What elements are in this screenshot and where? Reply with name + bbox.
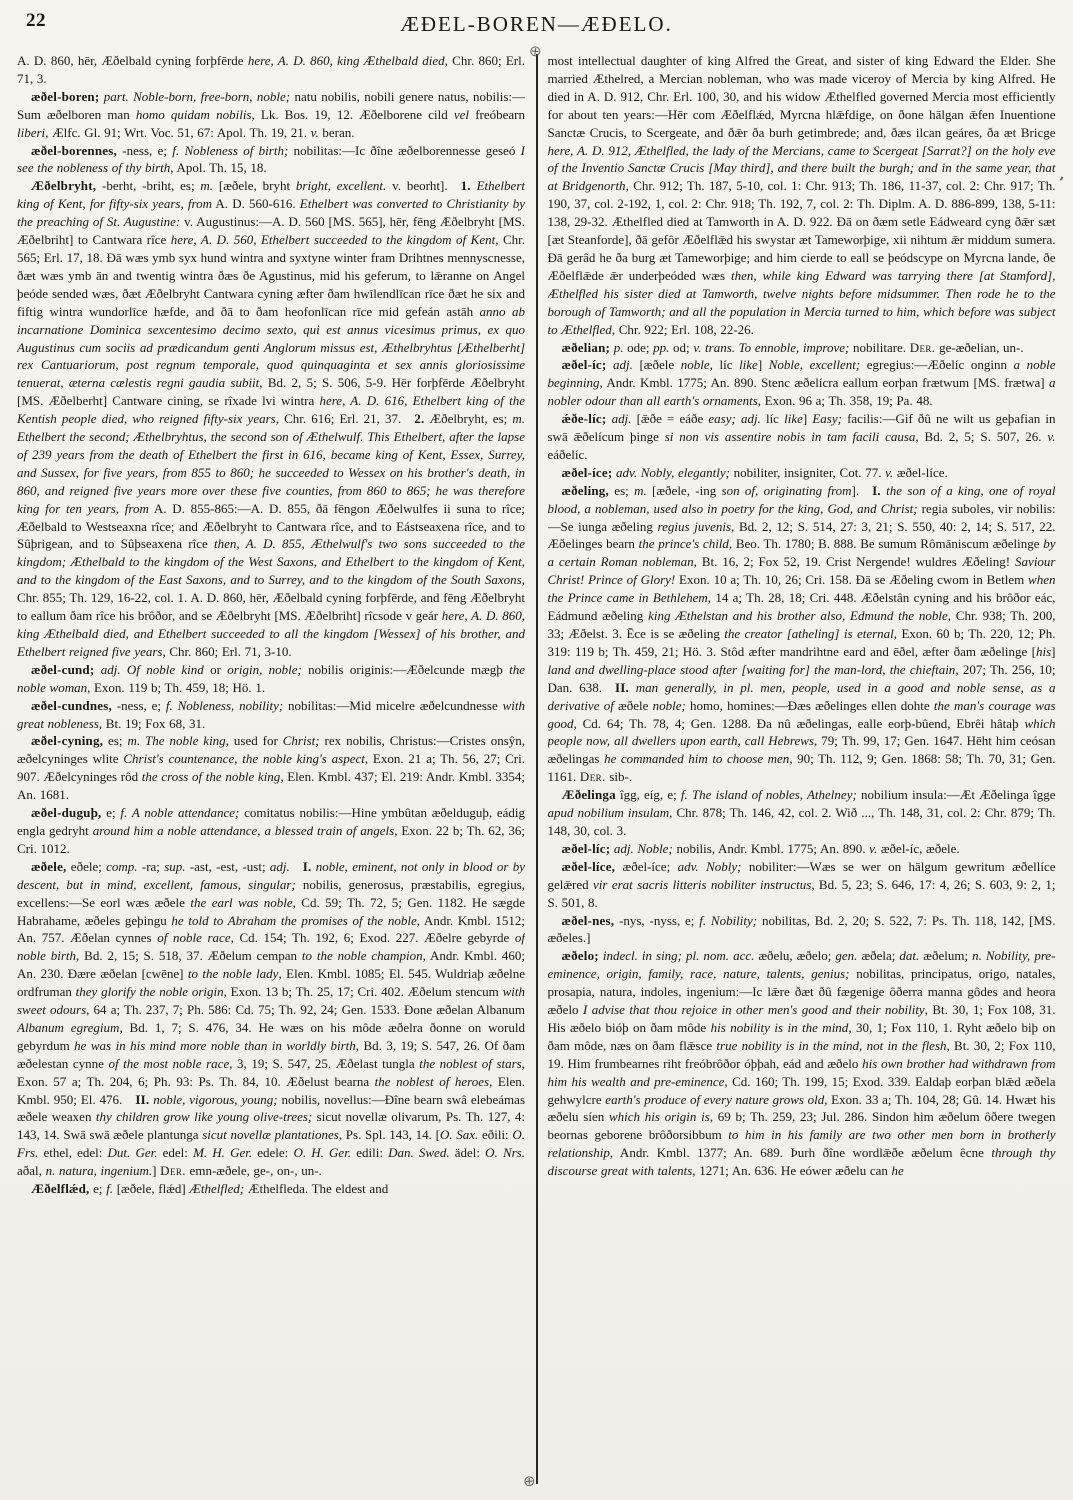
column-divider-rule xyxy=(536,54,538,1484)
dictionary-entry: Æðelbryht, -berht, -briht, es; m. [æðele, bryht bright, excellent. v. beorht]. 1. Ethelbert king of Kent, for fifty-six years, from A. D. 560-616. Ethelbert was converted to Christianity by the preaching of St. Augustine: v. Augustinus:—A. D. 560 [MS. 565], hēr, fēng Æðelbryht [MS. Æðelbriht] to Cantwara rîce here, A. D. 560, Ethelbert succeeded to the kingdom of Kent, Chr. 565; Erl. 17, 18. Ðā wæs ymb syx hund wintra and syxtyne winter fram Drihtnes mennyscnesse, ðæt wæs ymb ān and twentig wintra ðæs ðe Agustinus, mid his geferum, to lǣranne on Angel þeóde sended wæs, ðæt Æðelbryht Cantwara cyning æfter ðam hwīlendlīcan rīce ðæt he six and fiftig wintra wundorlīce hæfde, and ðā to ðam heofonlīcan rīce mid gefeán astāh anno ab incarnatione Dominica sexcentesimo decimo sexto, qui est annus vicesimus primus, ex quo Augustinus cum sociis ad prædicandum genti Anglorum missus est, Æthelbryhtus [Æthelberht] rex Cantuariorum, post regnum temporale, quod quinquaginta et sex annis gloriosissime tenuerat, æterna cælestis regni gaudia subiit, Bd. 2, 5; S. 506, 5-9. Hēr forþfērde Æðelbryht [MS. Æðelberht] Cantware cining, se rîxade lvi wintra here, A. D. 616, Ethelbert king of the Kentish people died, who reigned fifty-six years, Chr. 616; Erl. 21, 37. 2. Æðelbryht, es; m. Ethelbert the second; Æthelbryhtus, the second son of Æthelwulf. This Ethelbert, after the lapse of 239 years from the death of Ethelbert the first in 616, became king of Kent, Essex, Surrey, and Sussex, for five years, from 855 to 860; he succeeded to Wessex on his brother's death, in 860, and reigned five years more over these five counties, from 860 to 865; he was therefore king for ten years, from A. D. 855-865:—A. D. 855, ðā fēngon Æðelwulfes ii suna to rîce; Æðelbald to Westseaxna rîce; and Æðelbryht to Cantwara rîce, and to Eástseaxena rîce, and to Sûþrigean, and to Sûþseaxena rîce then, A. D. 855, Æthelwulf's two sons succeeded to the kingdom; Æthelbald to the kingdom of the West Saxons, and Ethelbert to the kingdom of Kent, and to the kingdom of the East Saxons, and to Surrey, and to the kingdom of the South Saxons, Chr. 855; Th. 129, 16-22, col. 1. A. D. 860, hēr, Æðelbald cyning forþfērde, and fēng Æðelbryht to eallum ðam rîce his brôðor, and se Æðelbryht [MS. Æðelbriht] rîcsode v geár here, A. D. 860, king Æthelbald died, and Ethelbert succeeded to all the kingdom [Wessex] of his brother, and Ethelbert reigned five years, Chr. 860; Erl. 71, 3-10. xyxy=(17,178,525,659)
dictionary-entry: Æðelinga îgg, eíg, e; f. The island of nobles, Athelney; nobilium insula:—Æt Æðelinga îgge apud nobilium insulam, Chr. 878; Th. 146, 42, col. 2. Wið ..., Th. 148, 31, col. 2: Chr. 879; Th. 148, 30, col. 3. xyxy=(547,787,1056,838)
dictionary-entry: æðelian; p. ode; pp. od; v. trans. To ennoble, improve; nobilitare. Der. ge-æðelian, un-. xyxy=(561,339,1024,355)
dictionary-entry: æðel-líc; adj. Noble; nobilis, Andr. Kmbl. 1775; An. 890. v. æðel-íc, æðele. xyxy=(561,840,960,856)
right-column xyxy=(548,52,1056,1488)
left-column xyxy=(17,52,525,1488)
dictionary-entry: æðel-líce, æðel-íce; adv. Nobly; nobiliter:—Wæs se wer on hālgum gewritum æðellíce gelǣred vir erat sacris litteris nobiliter instructus, Bd. 5, 23; S. 646, 17: 4, 26; S. 603, 9: 2, 1; S. 501, 8. xyxy=(547,858,1056,910)
dictionary-entry: most intellectual daughter of king Alfred the Great, and sister of king Edward the Elder. She married Æthelred, a Mercian nobleman, who was made viceroy of Mercia by king Alfred. He died in A. D. 912, Chr. Erl. 100, 30, and his widow Æthelfled governed Mercia most efficiently for about ten years:—Hēr com Æðelflǽd, Myrcna hlǣfdige, on ðone hālgan ǣfen Inuentione Sanctæ Crucis, to Scergeate, and ðǣr ða burh getimbrede; and, ðæs ilcan geáres, ða æt Bricge here, A. D. 912, Æthelfled, the lady of the Mercians, came to Scergeat [Sarrat?] on the holy eve of the Inventio Sanctæ Crucis [May third], and there built the burgh; and in the same year, that at Bridgenorth, Chr. 912; Th. 187, 5-10, col. 1: Chr. 913; Th. 186, 11-37, col. 2: Chr. 917; Th. 190, 37, col. 2-192, 1, col. 2: Chr. 918; Th. 192, 7, col. 2: Th. Diplm. A. D. 886-899, 138, 5-11: 138, 29-32. Æthelfled died at Tamworth in A. D. 922. Ðā on ðæm setle Eádweard cyng ðǣr sæt [æt Steanforde], ðā gefôr Æðelflǣd his swystar æt Tameworþige, xii nihtum ǣr middum sumera. Ðā gerâd he ða burg æt Tameworþige; and him cierde to eall se þeódscype on Myrcna lande, ðe Æðelflǣde ǣr underþeóded wæs then, while king Edward was tarrying there [at Stamford], Æthelfled his sister died at Tamworth, twelve nights before midsummer. Then rode he to the borough of Tamworth; and all the population in Mercia turned to him, which before was subject to Æthelfled, Chr. 922; Erl. 108, 22-26. xyxy=(547,53,1056,337)
pencil-mark-top-icon: ⊕ xyxy=(527,41,543,61)
dictionary-entry: æðel-íce; adv. Nobly, elegantly; nobiliter, insigniter, Cot. 77. v. æðel-líce. xyxy=(561,464,948,480)
dictionary-entry: æðel-borennes, -ness, e; f. Nobleness of birth; nobilitas:—Ic ðîne æðelborennesse geseó I see the nobleness of thy birth, Apol. Th. 15, 18. xyxy=(17,142,525,176)
dictionary-entry: ǽðe-líc; adj. [ǣðe = eáðe easy; adj. líc like] Easy; facilis:—Gif ðû ne wilt us geþafian in swā ǣðelícum þinge si non vis assentire nobis in tam facili causa, Bd. 2, 5; S. 507, 26. v. eáðelíc. xyxy=(547,411,1056,462)
dictionary-entry: æðel-duguþ, e; f. A noble attendance; comitatus nobilis:—Hine ymbûtan æðelduguþ, eádig engla gedryht around him a noble attendance, a blessed train of angels, Exon. 22 b; Th. 62, 36; Cri. 1012. xyxy=(17,805,525,856)
dictionary-entry: æðel-boren; part. Noble-born, free-born, noble; natu nobilis, nobili genere natus, nobilis:—Sum æðelboren man homo quidam nobilis, Lk. Bos. 19, 12. Æðelborene cild vel freóbearn liberi, Ælfc. Gl. 91; Wrt. Voc. 51, 67: Apol. Th. 19, 21. v. beran. xyxy=(17,88,525,140)
dictionary-entry: æðelo; indecl. in sing; pl. nom. acc. æðelu, æðelo; gen. æðela; dat. æðelum; n. Nobility, pre-eminence, origin, family, race, nature, talents, genius; nobilitas, principatus, origo, natales, prosapia, natura, indoles, ingenium:—Ic lǣre ðæt ðû fægenige ôðerra manna gôdes and heora æðelo I advise that thou rejoice in other men's good and their nobility, Bt. 30, 1; Fox 108, 31. His æðelo bióþ on ðam môde his nobility is in the mind, 30, 1; Fox 110, 1. Ryht æðelo biþ on ðam môde, næs on ðam flǣsce true nobility is in the mind, not in the flesh, Bt. 30, 2; Fox 110, 19. Him frumbearnes riht freóbrôðor óþþah, eád and æðelo his own brother had withdrawn from him his wealth and pre-eminence, Cd. 160; Th. 199, 15; Exod. 339. Ealdaþ eorþan blǣd æðela gehwylcre earth's produce of every nature grows old, Exon. 33 a; Th. 104, 28; Gû. 14. Hwæt his æðelu síen which his origin is, 69 b; Th. 259, 23; Jul. 286. Sindon him æðelum ôðere twegen beornas geborene brôðorsibbum to him in his family are two other men born in brotherly relationship, Andr. Kmbl. 1377; An. 689. Þurh ðîne wordlǣðe æðelum êcne through thy discourse great with talents, 1271; An. 636. He eówer æðelu can he xyxy=(547,948,1056,1179)
dictionary-entry: A. D. 860, hēr, Æðelbald cyning forþfērde here, A. D. 860, king Æthelbald died, Chr. 860; Erl. 71, 3. xyxy=(17,53,525,86)
dictionary-entry: æðel-cund; adj. Of noble kind or origin, noble; nobilis originis:—Æðelcunde mægþ the noble woman, Exon. 119 b; Th. 459, 18; Hö. 1. xyxy=(17,661,525,695)
dictionary-entry: æðeling, es; m. [æðele, -ing son of, originating from]. I. the son of a king, one of royal blood, a nobleman, used also in poetry for the king, God, and Christ; regia suboles, vir nobilis:—Se iunga æðeling regius juvenis, Bd. 2, 12; S. 514, 27: 3, 21; S. 550, 40: 2, 14; S. 517, 22. Æðelinges bearn the prince's child, Beo. Th. 1780; B. 888. Be sumum Rômāniscum æðelinge by a certain Roman nobleman, Bt. 16, 2; Fox 52, 19. Crist Nergende! wuldres Æðeling! Saviour Christ! Prince of Glory! Exon. 10 a; Th. 10, 26; Cri. 158. Ðā se Æðeling cwom in Betlem when the Prince came in Bethlehem, 14 a; Th. 28, 18; Cri. 448. Æðelstân cyning and his brôðor eác, Eádmund æðeling king Æthelstan and his brother also, Edmund the noble, Chr. 938; Th. 200, 33; Æðelst. 3. Ēce is se æðeling the creator [atheling] is eternal, Exon. 60 b; Th. 220, 12; Ph. 319: 119 b; Th. 459, 21; Hö. 3. Stôd æfter mandrihtne eard and ēðel, æfter ðam æðelinge [his] land and dwelling-place stood after [waiting for] the man-lord, the chieftain, 207; Th. 256, 10; Dan. 638. II. man generally, in pl. men, people, used in a good and noble sense, as a derivative of æðele noble; homo, homines:—Ðæs æðelinges ellen dohte the man's courage was good, Cd. 64; Th. 78, 4; Gen. 1288. Ða nû æðelingas, ealle eorþ-bûend, Ebrêi hâtaþ which people now, all dwellers upon earth, call Hebrews, 79; Th. 99, 17; Gen. 1647. Hēht him ceósan æðelingas he commanded him to choose men, 90; Th. 112, 9; Gen. 1868: 58; Th. 70, 31; Gen. 1161. Der. sib-. xyxy=(547,482,1056,785)
dictionary-entry: Æðelflǽd, e; f. [æðele, flǽd] Æthelfled; Æthelfleda. The eldest and xyxy=(31,1181,389,1197)
pencil-mark-bottom-icon: ⊕ xyxy=(522,1471,537,1491)
pencil-mark-right-icon: ʼ xyxy=(1055,174,1066,191)
text-columns xyxy=(17,52,1059,1491)
dictionary-entry: æðel-cundnes, -ness, e; f. Nobleness, nobility; nobilitas:—Mid micelre æðelcundnesse with great nobleness, Bt. 19; Fox 68, 31. xyxy=(17,697,525,731)
dictionary-entry: æðel-íc; adj. [æðele noble, líc like] Noble, excellent; egregius:—Æðelíc onginn a noble beginning, Andr. Kmbl. 1775; An. 890. Stenc æðelícra eallum eorþan frætwum [MS. frætwa] a nobler odour than all earth's ornaments, Exon. 96 a; Th. 358, 19; Pa. 48. xyxy=(547,357,1056,409)
page-number: 22 xyxy=(26,10,46,31)
page-title: ÆÐEL-BOREN—ÆÐELO. xyxy=(400,12,673,36)
dictionary-entry: æðel-cyning, es; m. The noble king, used for Christ; rex nobilis, Christus:—Cristes onsŷn, æðelcyninges wlite Christ's countenance, the noble king's aspect, Exon. 21 a; Th. 56, 27; Cri. 907. Æðelcyninges rôd the cross of the noble king, Elen. Kmbl. 437; El. 219: Andr. Kmbl. 3354; An. 1681. xyxy=(17,733,525,803)
dictionary-entry: æðel-nes, -nys, -nyss, e; f. Nobility; nobilitas, Bd. 2, 20; S. 522, 7: Ps. Th. 118, 142, [MS. æðeles.] xyxy=(547,912,1056,946)
dictionary-entry: æðele, eðele; comp. -ra; sup. -ast, -est, -ust; adj. I. noble, eminent, not only in blood or by descent, but in mind, excellent, famous, singular; nobilis, generosus, præstabilis, egregius, excellens:—Se eorl wæs æðele the earl was noble, Cd. 59; Th. 72, 5; Gen. 1182. He sægde Habrahame, æðeles geþingu he told to Abraham the promises of the noble, Andr. Kmbl. 1512; An. 757. Æðelan cynnes of noble race, Cd. 154; Th. 192, 6; Exod. 227. Æðelre gebyrde of noble birth, Bd. 2, 15; S. 518, 37. Æðelum cempan to the noble champion, Andr. Kmbl. 460; An. 230. Ðære æðelan [cwēne] to the noble lady, Elen. Kmbl. 1085; El. 545. Wuldriaþ æðelne ordfruman they glorify the noble origin, Exon. 13 b; Th. 25, 17; Cri. 402. Æðelum stencum with sweet odours, 64 a; Th. 237, 7; Ph. 586: Cd. 75; Th. 92, 24; Gen. 1533. Ðone æðelan Albanum Albanum egregium, Bd. 1, 7; S. 476, 34. He wæs on his môde æðelra ðonne on woruld gebyrdum he was in his mind more noble than in worldly birth, Bd. 3, 19; S. 547, 26. Of ðam æðelestan cynne of the most noble race, 3, 19; S. 547, 25. Æðelast tungla the noblest of stars, Exon. 57 a; Th. 204, 6; Ph. 93: Ps. Th. 84, 10. Æðelust bearna the noblest of heroes, Elen. Kmbl. 950; El. 476. II. noble, vigorous, young; nobilis, novellus:—Ðîne bearn swâ elebeámas æðele weaxen thy children grow like young olive-trees; sicut novellæ olivarum, Ps. Th. 127, 4: 143, 14. Swā swā æðele plantunga sicut novellæ plantationes, Ps. Spl. 143, 14. [O. Sax. eðili: O. Frs. ethel, edel: Dut. Ger. edel: M. H. Ger. edele: O. H. Ger. edili: Dan. Swed. ädel: O. Nrs. aðal, n. natura, ingenium.] Der. emn-æðele, ge-, on-, un-. xyxy=(17,858,525,1179)
